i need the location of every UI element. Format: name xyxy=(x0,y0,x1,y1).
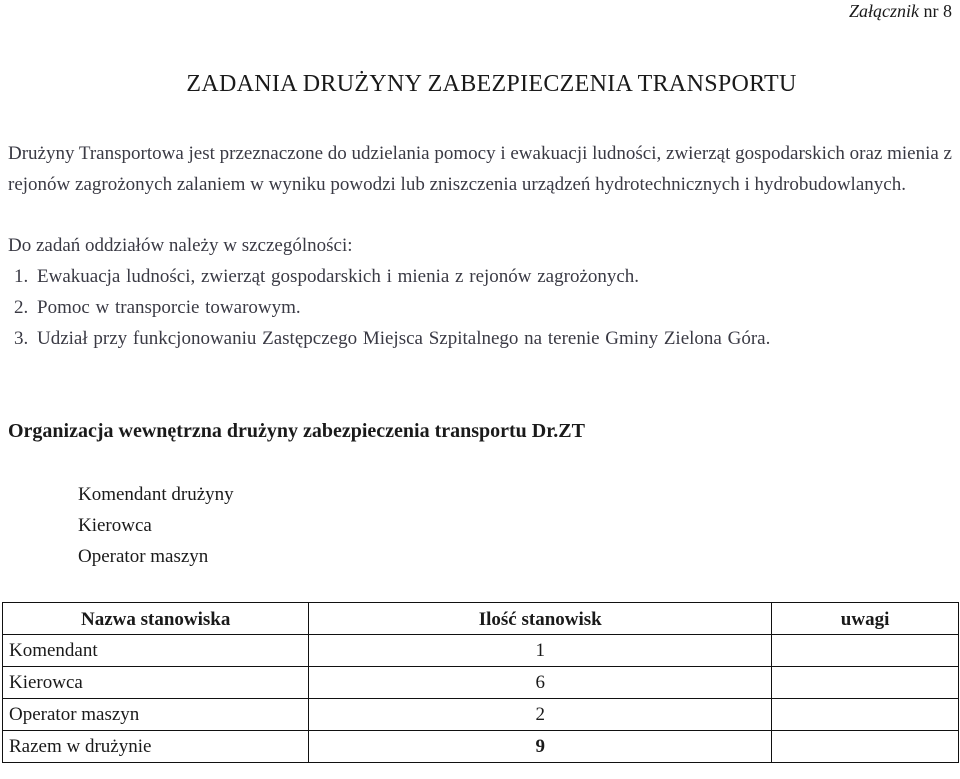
table-header-row xyxy=(3,603,959,635)
cell-position: Operator maszyn xyxy=(3,699,309,731)
cell-count: 6 xyxy=(309,667,772,699)
list-item xyxy=(8,293,952,322)
table-row xyxy=(3,699,959,731)
cell-total-count: 9 xyxy=(309,731,772,763)
list-item xyxy=(8,262,952,291)
cell-position: Komendant xyxy=(3,635,309,667)
cell-notes xyxy=(772,699,959,731)
role-item: Operator maszyn xyxy=(78,546,209,567)
section-heading: Organizacja wewnętrzna drużyny zabezpieczenia transportu Dr.ZT xyxy=(8,420,585,442)
role-item: Kierowca xyxy=(78,515,152,536)
tasks-list xyxy=(8,262,952,355)
cell-total-notes xyxy=(772,731,959,763)
annex-label xyxy=(849,0,952,22)
tasks-lead: Do zadań oddziałów należy w szczególności: xyxy=(8,235,353,256)
cell-position: Kierowca xyxy=(3,667,309,699)
cell-total-label: Razem w drużynie xyxy=(3,731,309,763)
task-text: Udział przy funkcjonowaniu Zastępczego Miejsca Szpitalnego na terenie Gminy Zielona Góra. xyxy=(37,328,771,349)
role-item: Komendant drużyny xyxy=(78,484,234,505)
task-text: Pomoc w transporcie towarowym. xyxy=(37,297,301,318)
table-row xyxy=(3,635,959,667)
annex-label-word: Załącznik xyxy=(849,1,919,21)
intro-text: Drużyny Transportowa jest przeznaczone do udzielania pomocy i ewakuacji ludności, zwierząt gospodarskich oraz mienia z rejonów zagrożonych zalaniem w wyniku powodzi lub zniszczenia urządzeń hydrotechnicznych i hydrobudowlanych. xyxy=(8,143,952,195)
task-number: 3. xyxy=(14,328,29,349)
column-header-count: Ilość stanowisk xyxy=(309,603,772,635)
intro-paragraph xyxy=(8,138,952,200)
list-item xyxy=(8,324,952,353)
roles-list xyxy=(78,479,234,572)
column-header-notes: uwagi xyxy=(772,603,959,635)
task-number: 2. xyxy=(14,297,29,318)
cell-count: 1 xyxy=(309,635,772,667)
column-header-position: Nazwa stanowiska xyxy=(3,603,309,635)
task-text: Ewakuacja ludności, zwierząt gospodarskich i mienia z rejonów zagrożonych. xyxy=(37,266,640,287)
cell-notes xyxy=(772,667,959,699)
cell-notes xyxy=(772,635,959,667)
task-number: 1. xyxy=(14,266,29,287)
table-row xyxy=(3,667,959,699)
table-total-row xyxy=(3,731,959,763)
staffing-table xyxy=(2,602,959,763)
page-title: ZADANIA DRUŻYNY ZABEZPIECZENIA TRANSPORTU xyxy=(186,71,797,97)
annex-label-number: nr 8 xyxy=(923,1,952,21)
cell-count: 2 xyxy=(309,699,772,731)
